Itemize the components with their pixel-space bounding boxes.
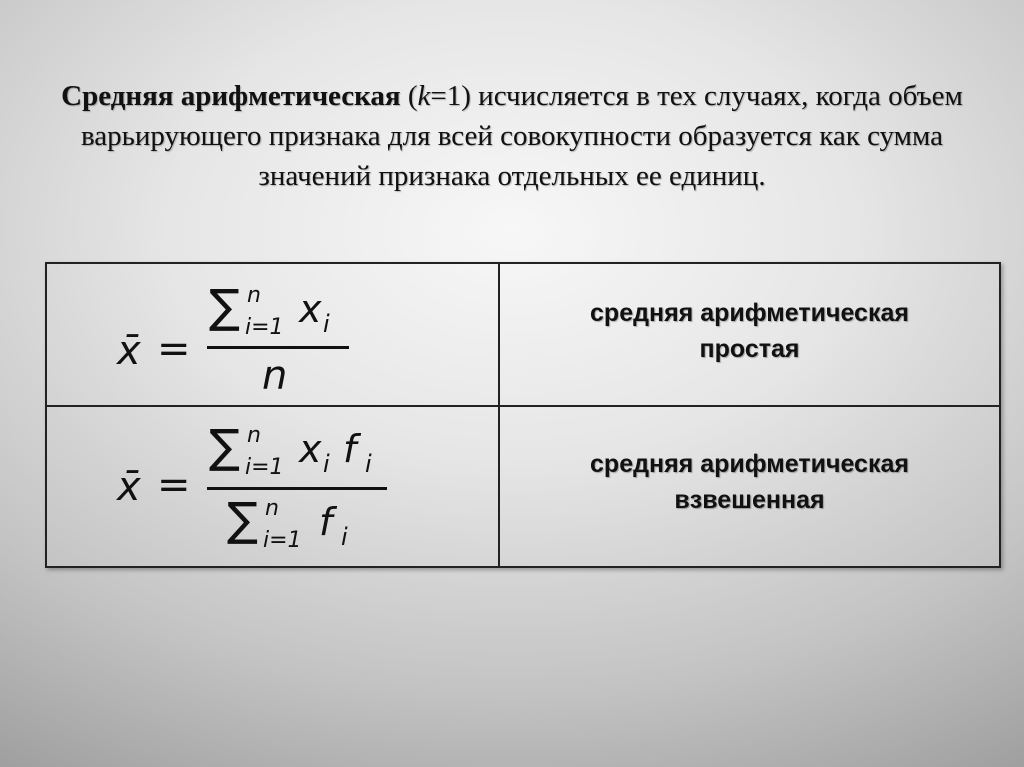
intro-paragraph — [40, 76, 984, 196]
numerator-subscript-x: i — [323, 450, 330, 478]
intro-k-variable: k — [417, 80, 431, 112]
numerator-term: x — [299, 287, 322, 331]
sum-upper-limit: n — [247, 423, 261, 448]
den-sum-symbol: ∑ — [227, 492, 258, 546]
numerator-subscript-f: i — [365, 450, 372, 478]
formula-cell-weighted — [47, 407, 500, 566]
intro-term: Средняя арифметическая — [61, 80, 401, 112]
formula-simple-mean — [47, 264, 498, 405]
sum-lower-limit: i=1 — [245, 455, 284, 480]
sum-lower-limit: i=1 — [245, 315, 284, 340]
numerator-term-f: f — [343, 427, 357, 471]
numerator-term-x: x — [299, 427, 322, 471]
fraction-bar — [207, 346, 349, 349]
numerator-subscript: i — [323, 310, 330, 338]
equals-sign: = — [157, 326, 191, 372]
denominator: n — [262, 353, 288, 399]
formula-cell-simple — [47, 264, 500, 405]
den-sum-lower-limit: i=1 — [263, 528, 302, 553]
formula-weighted-mean — [47, 407, 498, 564]
sum-symbol: ∑ — [209, 279, 240, 333]
den-term-f: f — [319, 500, 333, 544]
label-cell-simple — [500, 264, 999, 405]
label-simple-mean: средняя арифметическая простая — [590, 298, 909, 363]
sum-symbol: ∑ — [209, 419, 240, 473]
intro-k-open: ( — [400, 80, 418, 112]
table-row-simple — [47, 264, 999, 407]
intro-body: =1) исчисляется в тех случаях, когда объем варьирующего признака для всей совокупности образуется как сумма значений признака отдельных ее единиц. — [80, 80, 963, 192]
den-subscript-f: i — [341, 523, 348, 551]
fraction-bar — [207, 487, 387, 490]
equals-sign: = — [157, 462, 191, 508]
label-weighted-mean: средняя арифметическая взвешенная — [590, 449, 909, 514]
den-sum-upper-limit: n — [265, 496, 279, 521]
mean-symbol: x̄ — [117, 328, 141, 374]
formula-table — [45, 262, 1001, 568]
mean-symbol: x̄ — [117, 464, 141, 510]
table-row-weighted — [47, 407, 999, 566]
label-cell-weighted — [500, 407, 999, 566]
sum-upper-limit: n — [247, 283, 261, 308]
